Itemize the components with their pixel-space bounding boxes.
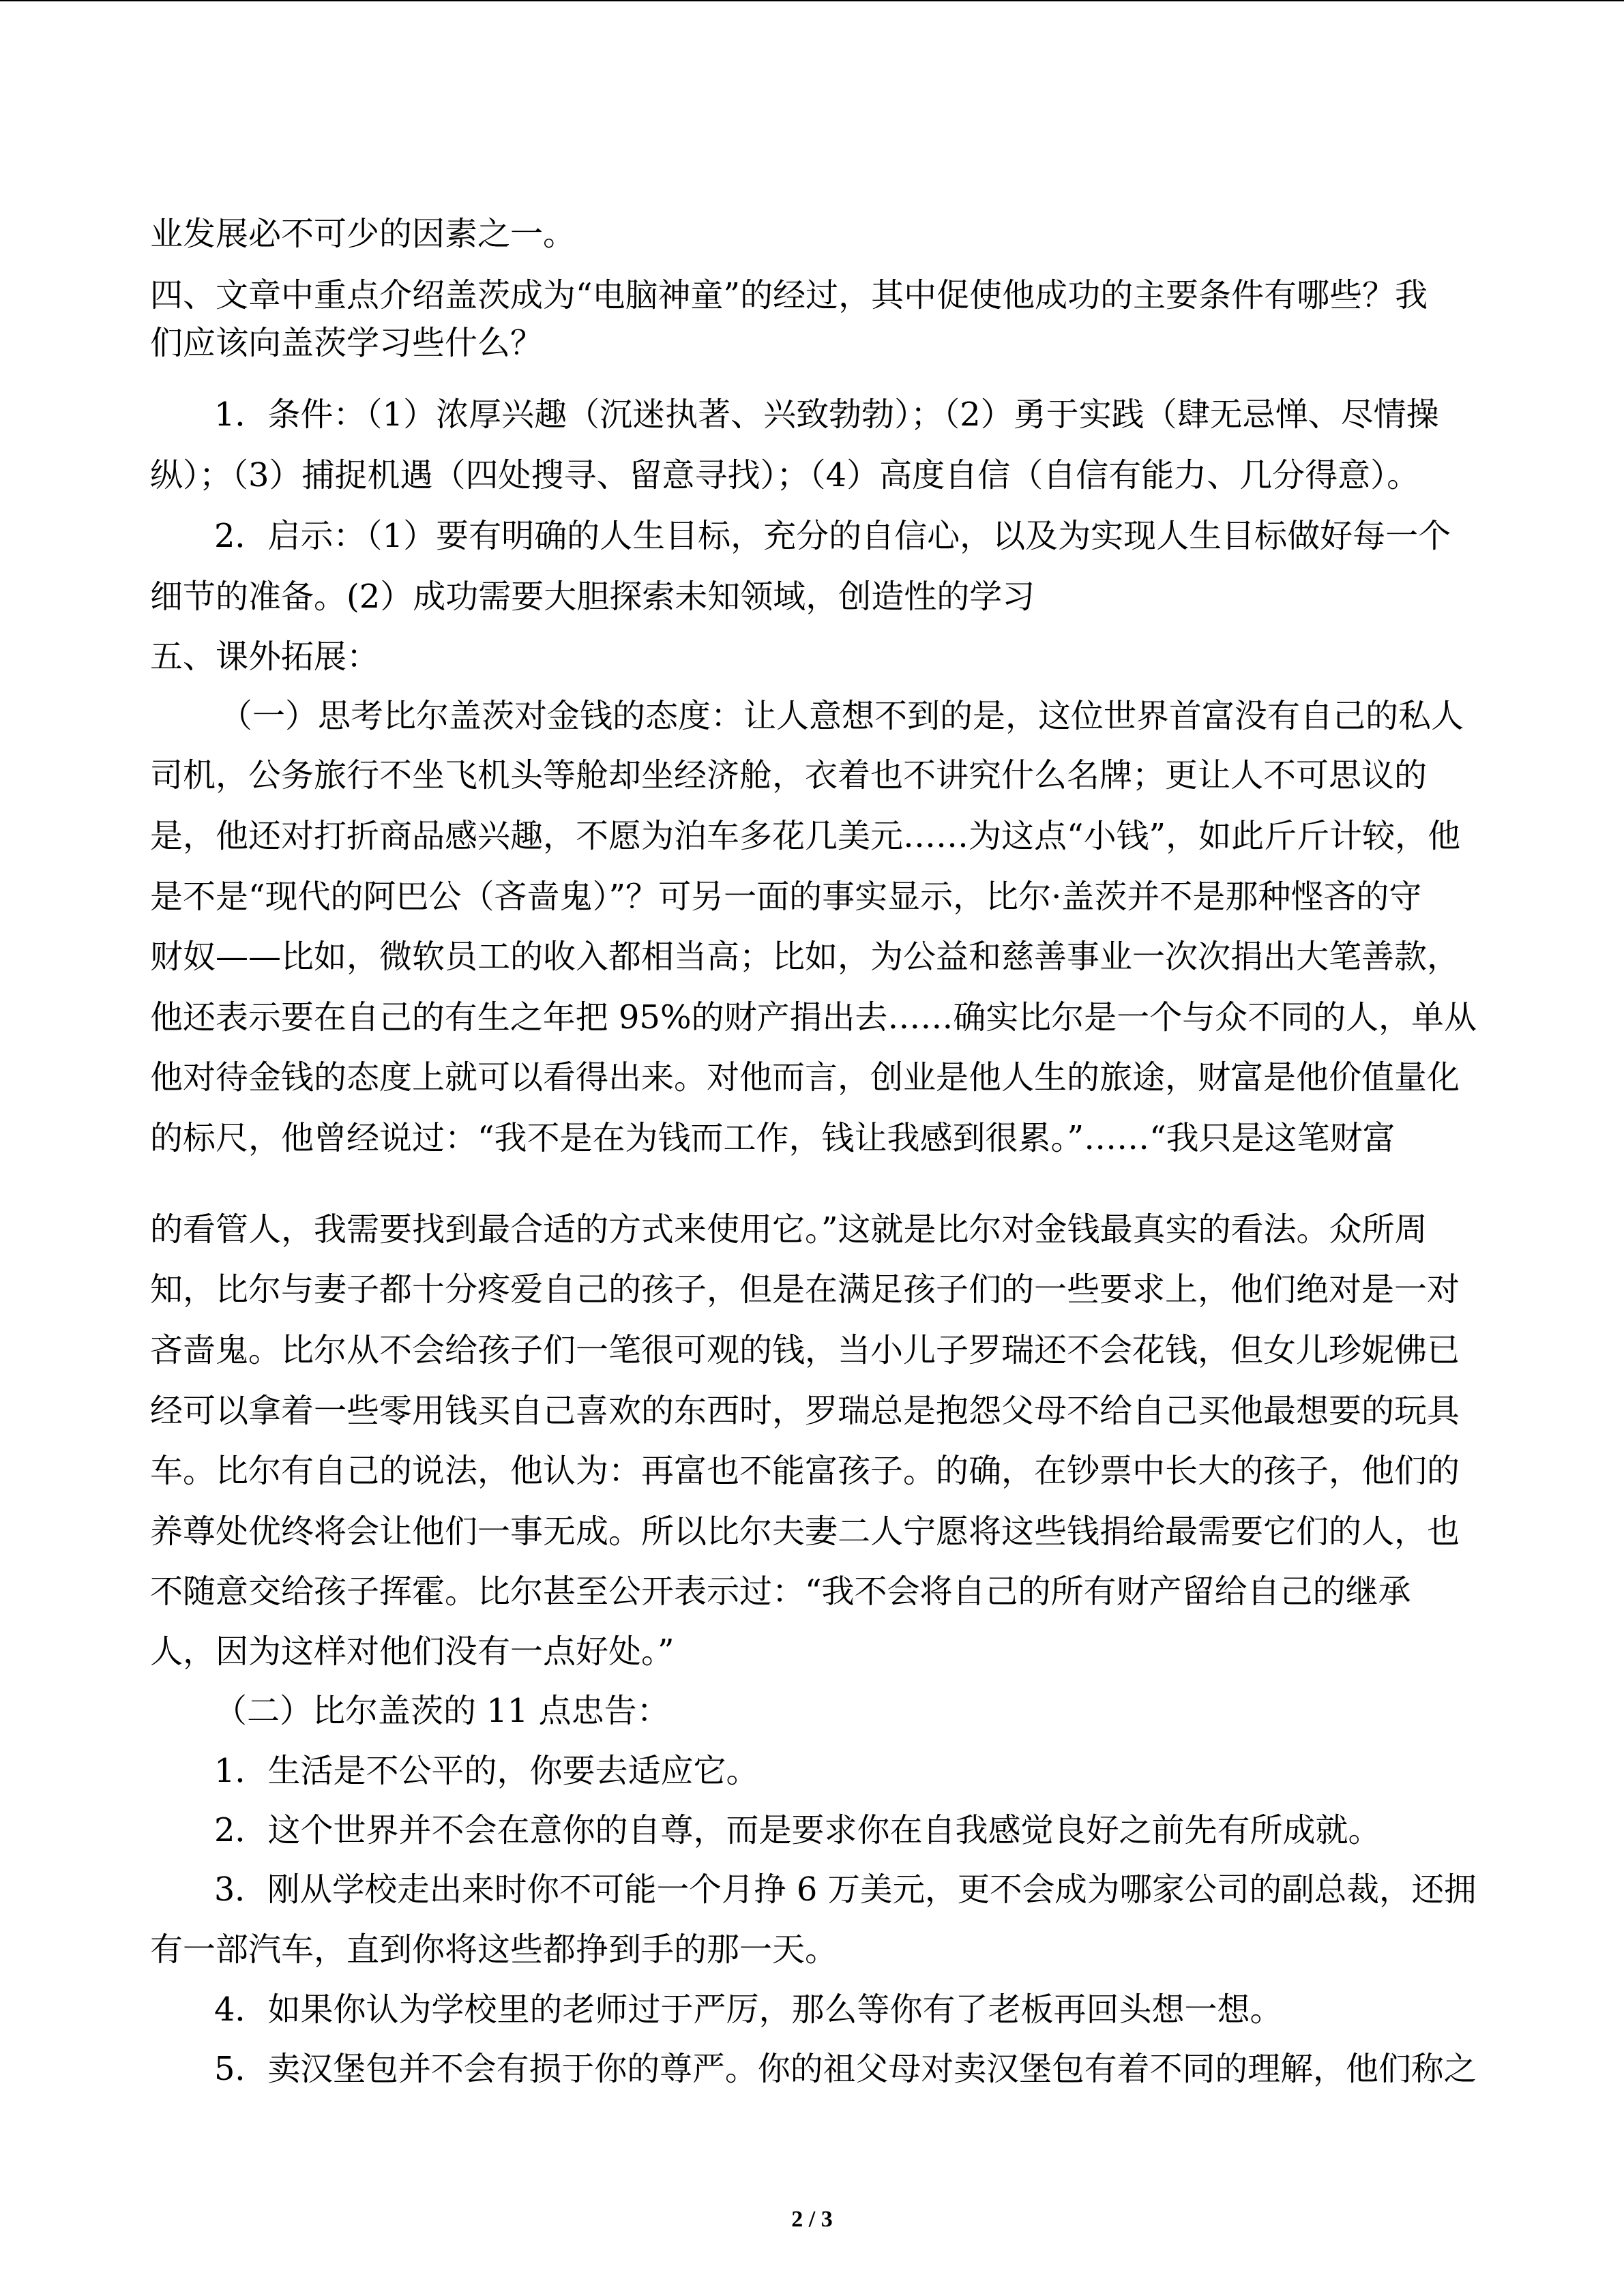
text-line: 2．启示：（1）要有明确的人生目标，充分的自信心，以及为实现人生目标做好每一个 xyxy=(214,517,1451,555)
text-line: 纵）；（3）捕捉机遇（四处搜寻、留意寻找）；（4）高度自信（自信有能力、几分得意）。 xyxy=(150,456,1420,494)
page-number: 2 / 3 xyxy=(791,2207,833,2232)
list-item: 5．卖汉堡包并不会有损于你的尊严。你的祖父母对卖汉堡包有着不同的理解，他们称之 xyxy=(214,2050,1477,2088)
list-item: 1．生活是不公平的，你要去适应它。 xyxy=(214,1752,759,1790)
text-line: 有一部汽车，直到你将这些都挣到手的那一天。 xyxy=(150,1930,838,1969)
list-item: 2．这个世界并不会在意你的自尊，而是要求你在自我感觉良好之前先有所成就。 xyxy=(214,1811,1381,1849)
text-line: 业发展必不可少的因素之一。 xyxy=(150,215,576,253)
text-line: 人，因为这样对他们没有一点好处。” xyxy=(150,1632,675,1671)
text-line: 不随意交给孩子挥霍。比尔甚至公开表示过：“我不会将自己的所有财产留给自己的继承 xyxy=(150,1572,1411,1611)
text-line: 细节的准备。(2）成功需要大胆探索未知领域，创造性的学习 xyxy=(150,578,1035,616)
text-line: （一）思考比尔盖茨对金钱的态度：让人意想不到的是，这位世界首富没有自己的私人 xyxy=(220,697,1464,735)
text-line: 的标尺，他曾经说过：“我不是在为钱而工作，钱让我感到很累。”……“我只是这笔财富 xyxy=(150,1119,1396,1157)
text-line: 财奴——比如，微软员工的收入都相当高；比如，为公益和慈善事业一次次捐出大笔善款， xyxy=(150,938,1460,976)
text-line: 经可以拿着一些零用钱买自己喜欢的东西时，罗瑞总是抱怨父母不给自己买他最想要的玩具 xyxy=(150,1392,1460,1430)
list-item: 3．刚从学校走出来时你不可能一个月挣 6 万美元，更不会成为哪家公司的副总裁，还拥 xyxy=(214,1870,1477,1909)
text-line: 的看管人，我需要找到最合适的方式来使用它。”这就是比尔对金钱最真实的看法。众所周 xyxy=(150,1210,1428,1249)
text-line: 车。比尔有自己的说法，他认为：再富也不能富孩子。的确，在钞票中长大的孩子，他们的 xyxy=(150,1452,1460,1490)
text-line: 是不是“现代的阿巴公（吝啬鬼）”？可另一面的事实显示，比尔·盖茨并不是那种悭吝的守 xyxy=(150,878,1422,916)
text-line: 是，他还对打折商品感兴趣，不愿为泊车多花几美元……为这点“小钱”，如此斤斤计较，他 xyxy=(150,817,1461,855)
list-item: 4．如果你认为学校里的老师过于严厉，那么等你有了老板再回头想一想。 xyxy=(214,1991,1283,2029)
text-line: 知，比尔与妻子都十分疼爱自己的孩子，但是在满足孩子们的一些要求上，他们绝对是一对 xyxy=(150,1270,1460,1309)
text-line: 们应该向盖茨学习些什么？ xyxy=(150,324,544,362)
section-heading: 四、文章中重点介绍盖茨成为“电脑神童”的经过，其中促使他成功的主要条件有哪些？我 xyxy=(150,276,1428,314)
section-heading: 五、课外拓展： xyxy=(150,638,380,676)
text-line: 司机，公务旅行不坐飞机头等舱却坐经济舱，衣着也不讲究什么名牌；更让人不可思议的 xyxy=(150,756,1428,794)
text-line: 养尊处优终将会让他们一事无成。所以比尔夫妻二人宁愿将这些钱捐给最需要它们的人，也 xyxy=(150,1512,1460,1551)
page-top-border xyxy=(0,0,1624,1)
text-line: 他对待金钱的态度上就可以看得出来。对他而言，创业是他人生的旅途，财富是他价值量化 xyxy=(150,1058,1460,1097)
text-line: 1．条件：（1）浓厚兴趣（沉迷执著、兴致勃勃）；（2）勇于实践（肆无忌惮、尽情操 xyxy=(214,396,1439,434)
text-line: 吝啬鬼。比尔从不会给孩子们一笔很可观的钱，当小儿子罗瑞还不会花钱，但女儿珍妮佛已 xyxy=(150,1331,1460,1369)
subsection-heading: （二）比尔盖茨的 11 点忠告： xyxy=(214,1692,670,1730)
text-line: 他还表示要在自己的有生之年把 95%的财产捐出去……确实比尔是一个与众不同的人，单从 xyxy=(150,998,1477,1037)
